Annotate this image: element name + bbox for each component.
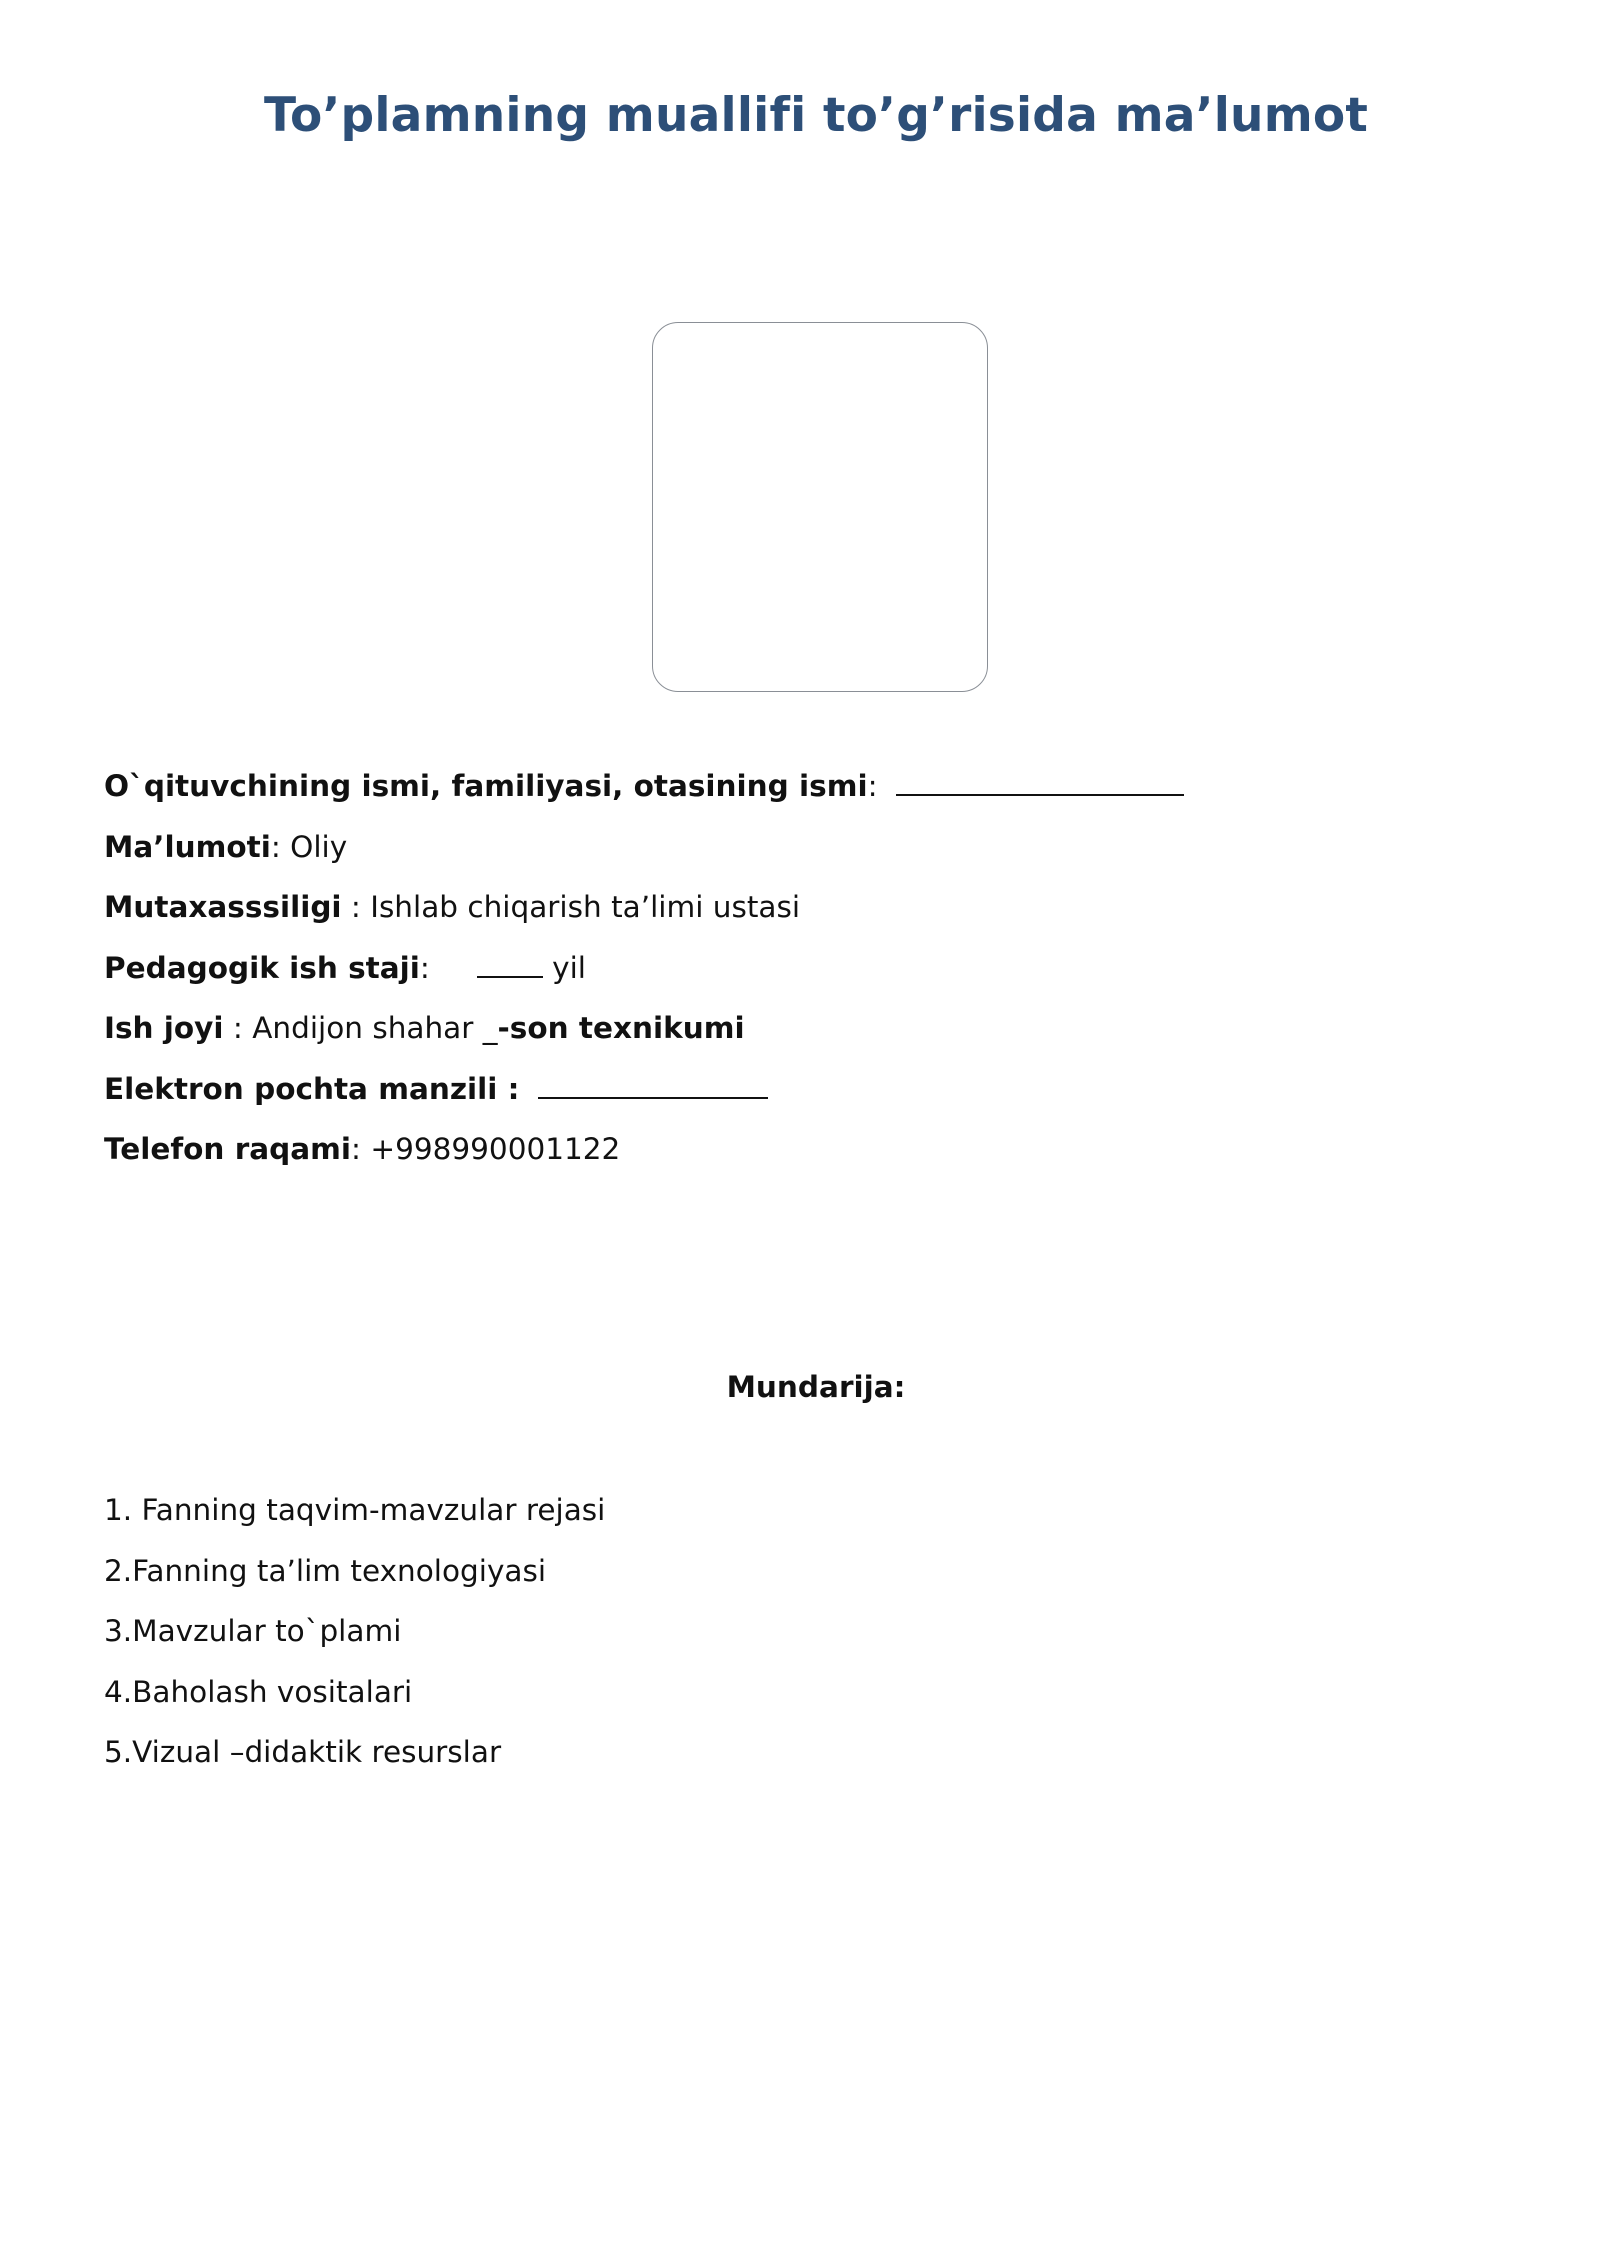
phone-value: : +998990001122 <box>351 1132 621 1166</box>
info-phone-line <box>104 1129 1404 1190</box>
workplace-value: : Andijon shahar _ <box>223 1011 498 1045</box>
experience-blank-line <box>477 950 543 978</box>
experience-unit: yil <box>552 950 586 985</box>
toc-item: 1. Fanning taqvim-mavzular rejasi <box>104 1493 606 1527</box>
toc-title: Mundarija: <box>726 1370 906 1404</box>
email-label: Elektron pochta manzili : <box>104 1071 520 1106</box>
toc-item: 3.Mavzular to`plami <box>104 1614 402 1648</box>
name-blank-line <box>896 768 1184 796</box>
education-label: Ma’lumoti <box>104 829 271 864</box>
document-title: To’plamning muallifi to’g’risida ma’lumot <box>263 88 1369 143</box>
experience-label: Pedagogik ish staji <box>104 950 420 985</box>
info-name-line <box>104 766 1404 827</box>
photo-placeholder <box>652 322 988 692</box>
workplace-label: Ish joyi <box>104 1011 224 1045</box>
info-education-line <box>104 827 1404 888</box>
education-value: : Oliy <box>270 829 348 864</box>
toc-item: 5.Vizual –didaktik resurslar <box>104 1735 502 1769</box>
name-label: O`qituvchining ismi, familiyasi, otasining ismi <box>104 769 868 803</box>
experience-separator: : <box>419 950 430 985</box>
workplace-bold: -son texnikumi <box>497 1011 745 1045</box>
phone-label: Telefon raqami <box>104 1132 352 1166</box>
email-blank-line <box>538 1071 768 1099</box>
info-specialty-line <box>104 887 1404 948</box>
table-of-contents <box>104 1490 1104 1793</box>
toc-item: 2.Fanning ta’lim texnologiyasi <box>104 1553 547 1588</box>
toc-item: 4.Baholash vositalari <box>104 1674 413 1709</box>
info-experience-line <box>104 948 1404 1009</box>
info-email-line <box>104 1069 1404 1130</box>
name-separator: : <box>867 769 878 803</box>
specialty-label: Mutaxasssiligi <box>104 890 342 924</box>
author-info <box>104 766 1404 1190</box>
info-workplace-line <box>104 1008 1404 1069</box>
specialty-value: : Ishlab chiqarish ta’limi ustasi <box>341 890 801 924</box>
